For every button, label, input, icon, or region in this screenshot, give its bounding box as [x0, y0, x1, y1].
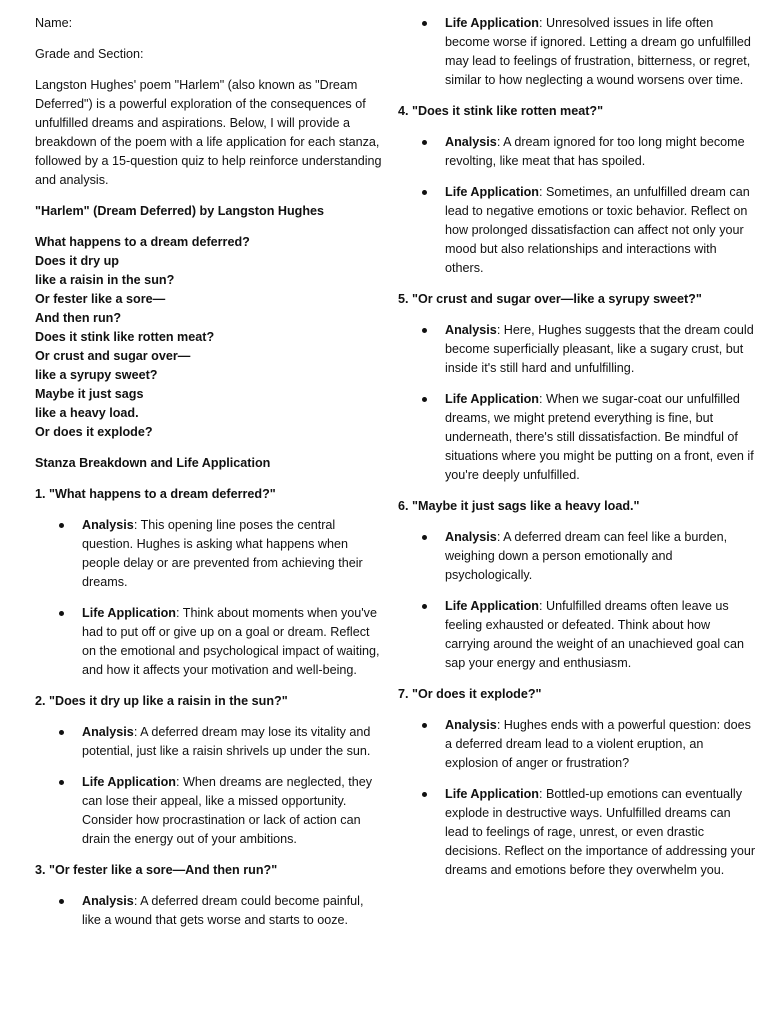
life-application-item	[398, 785, 756, 880]
right-column	[398, 14, 756, 892]
poem-line: Or does it explode?	[35, 425, 153, 439]
poem-line: like a heavy load.	[35, 406, 139, 420]
life-application-label: Life Application	[445, 787, 539, 801]
analysis-item	[35, 892, 385, 930]
stanza-list	[398, 716, 756, 880]
analysis-text: : A dream ignored for too long might become revolting, like meat that has spoiled.	[445, 135, 745, 168]
poem-line: Or fester like a sore—	[35, 292, 166, 306]
analysis-item	[398, 133, 756, 171]
poem-line: And then run?	[35, 311, 122, 325]
life-application-label: Life Application	[445, 392, 539, 406]
life-application-text: : Sometimes, an unfulfilled dream can lead to negative emotions or toxic behavior. Reflect on how prolonged dissatisfaction can affect not only your mood but also relationships and interactions with others.	[445, 185, 750, 275]
analysis-label: Analysis	[82, 518, 134, 532]
stanza-list	[398, 14, 756, 90]
stanza-heading: 6. "Maybe it just sags like a heavy load."	[398, 499, 640, 513]
stanza-list	[35, 723, 385, 849]
analysis-label: Analysis	[82, 725, 134, 739]
stanza-heading: 7. "Or does it explode?"	[398, 687, 542, 701]
analysis-label: Analysis	[445, 323, 497, 337]
analysis-text: : A deferred dream may lose its vitality and potential, just like a raisin shrivels up under the sun.	[82, 725, 371, 758]
stanza-heading: 3. "Or fester like a sore—And then run?"	[35, 863, 278, 877]
analysis-label: Analysis	[445, 718, 497, 732]
grade-section-label: Grade and Section:	[35, 47, 144, 61]
name-label: Name:	[35, 16, 73, 30]
stanza-list	[398, 133, 756, 278]
poem-line: Or crust and sugar over—	[35, 349, 191, 363]
life-application-item	[398, 183, 756, 278]
analysis-label: Analysis	[445, 135, 497, 149]
life-application-item	[35, 773, 385, 849]
stanza-list	[398, 528, 756, 673]
life-application-label: Life Application	[82, 606, 176, 620]
left-column	[35, 14, 385, 942]
analysis-text: : A deferred dream can feel like a burden, weighing down a person emotionally and psychologically.	[445, 530, 728, 582]
life-application-text: : Unresolved issues in life often become worse if ignored. Letting a dream go unfulfilled may lead to feelings of frustration, bitterness, or regret, similar to how neglecting a wound worsens over time.	[445, 16, 751, 87]
stanza-heading: 4. "Does it stink like rotten meat?"	[398, 104, 604, 118]
poem-line: What happens to a dream deferred?	[35, 235, 250, 249]
life-application-text: : Think about moments when you've had to put off or give up on a goal or dream. Reflect on the emotional and psychological impact of waiting, and how it affects your motivation and well-being.	[82, 606, 380, 677]
life-application-item	[35, 604, 385, 680]
stanza-list	[35, 516, 385, 680]
analysis-label: Analysis	[82, 894, 134, 908]
life-application-label: Life Application	[82, 775, 176, 789]
life-application-item	[398, 390, 756, 485]
stanza-heading: 1. "What happens to a dream deferred?"	[35, 487, 276, 501]
life-application-item	[398, 597, 756, 673]
intro-paragraph: Langston Hughes' poem "Harlem" (also known as "Dream Deferred") is a powerful exploration of the consequences of unfulfilled dreams and aspirations. Below, I will provide a breakdown of the poem with a life application for each stanza, followed by a 15-question quiz to help reinforce understanding and analysis.	[35, 78, 382, 187]
stanza-heading: 5. "Or crust and sugar over—like a syrupy sweet?"	[398, 292, 702, 306]
life-application-text: : When we sugar-coat our unfulfilled dreams, we might pretend everything is fine, but underneath, there's still dissatisfaction. Be mindful of situations where you might be putting on a front, even if you're deeply unfulfilled.	[445, 392, 754, 482]
life-application-text: : Bottled-up emotions can eventually explode in destructive ways. Unfulfilled dreams can lead to feelings of rage, unrest, or even drastic decisions. Reflect on the importance of addressing your dreams and emotions before they overwhelm you.	[445, 787, 756, 877]
poem-line: like a raisin in the sun?	[35, 273, 175, 287]
poem-line: Maybe it just sags	[35, 387, 144, 401]
analysis-item	[398, 716, 756, 773]
analysis-item	[35, 516, 385, 592]
analysis-item	[398, 528, 756, 585]
poem-line: Does it dry up	[35, 254, 119, 268]
breakdown-heading: Stanza Breakdown and Life Application	[35, 456, 271, 470]
analysis-label: Analysis	[445, 530, 497, 544]
poem-text	[35, 233, 385, 442]
analysis-text: : Hughes ends with a powerful question: does a deferred dream lead to a violent eruption, an explosion of anger or frustration?	[445, 718, 751, 770]
poem-title: "Harlem" (Dream Deferred) by Langston Hughes	[35, 204, 325, 218]
poem-line: like a syrupy sweet?	[35, 368, 158, 382]
analysis-text: : This opening line poses the central question. Hughes is asking what happens when people delay or are prevented from achieving their dreams.	[82, 518, 363, 589]
life-application-label: Life Application	[445, 599, 539, 613]
analysis-text: : A deferred dream could become painful, like a wound that gets worse and starts to ooze.	[82, 894, 364, 927]
analysis-item	[35, 723, 385, 761]
stanza-list	[35, 892, 385, 930]
life-application-item	[398, 14, 756, 90]
poem-line: Does it stink like rotten meat?	[35, 330, 215, 344]
analysis-item	[398, 321, 756, 378]
stanza-heading: 2. "Does it dry up like a raisin in the sun?"	[35, 694, 288, 708]
stanza-list	[398, 321, 756, 485]
life-application-label: Life Application	[445, 185, 539, 199]
analysis-text: : Here, Hughes suggests that the dream could become superficially pleasant, like a sugary crust, but inside it's still hard and unfulfilling.	[445, 323, 754, 375]
life-application-label: Life Application	[445, 16, 539, 30]
life-application-text: : Unfulfilled dreams often leave us feeling exhausted or defeated. Think about how carrying around the weight of an unachieved goal can sap your energy and enthusiasm.	[445, 599, 744, 670]
life-application-text: : When dreams are neglected, they can lose their appeal, like a missed opportunity. Consider how procrastination or lack of action can drain the energy out of your ambitions.	[82, 775, 373, 846]
